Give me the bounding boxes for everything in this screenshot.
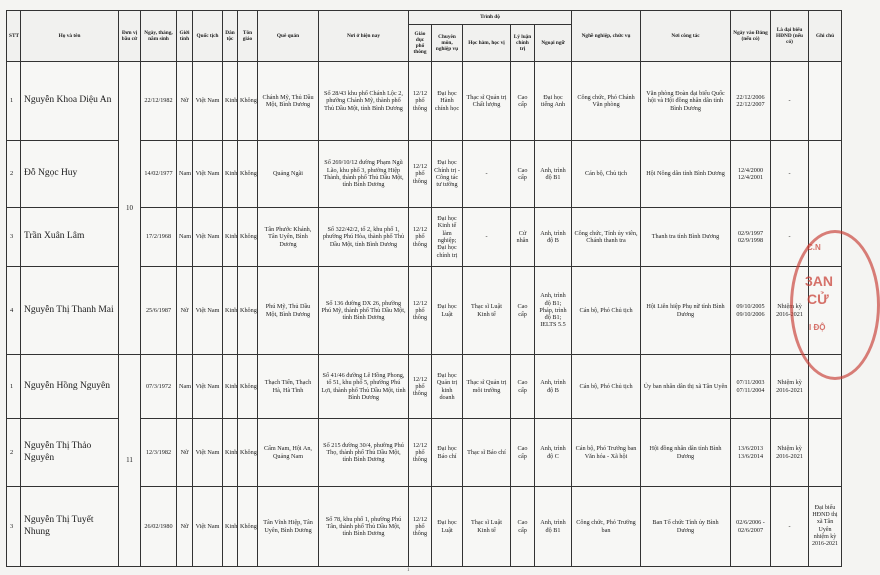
cell-political: Cao cấp (511, 267, 535, 355)
cell-dob: 12/3/1982 (141, 419, 177, 487)
header-note: Ghi chú (809, 11, 842, 62)
cell-ethnicity: Kinh (223, 62, 238, 141)
cell-party-date: 22/12/2006 22/12/2007 (731, 62, 771, 141)
cell-name: Nguyễn Hồng Nguyên (21, 355, 119, 419)
cell-religion: Không (238, 62, 258, 141)
cell-name: Nguyễn Thị Tuyết Nhung (21, 487, 119, 567)
cell-language: Anh, trình độ B1 (535, 141, 572, 208)
cell-specialty: Đại học Hành chính học (432, 62, 463, 141)
cell-occupation: Cán bộ, Phó Chủ tịch (572, 355, 641, 419)
cell-nationality: Việt Nam (193, 419, 223, 487)
header-occupation: Nghề nghiệp, chức vụ (572, 11, 641, 62)
cell-specialty: Đại học Luật (432, 267, 463, 355)
cell-political: Cao cấp (511, 355, 535, 419)
cell-hometown: Phú Mỹ, Thủ Dầu Một, Bình Dương (258, 267, 319, 355)
header-name: Họ và tên (21, 11, 119, 62)
header-ethnicity: Dân tộc (223, 11, 238, 62)
table-row (7, 62, 842, 141)
cell-language: Đại học tiếng Anh (535, 62, 572, 141)
cell-degree: Thạc sĩ Quản trị Chất lượng (463, 62, 511, 141)
cell-degree: Thạc sĩ Quản trị môi trường (463, 355, 511, 419)
cell-stt: 1 (7, 355, 21, 419)
cell-political: Cao cấp (511, 62, 535, 141)
cell-religion: Không (238, 419, 258, 487)
cell-general-edu: 12/12 phổ thông (409, 208, 432, 267)
official-stamp (790, 230, 880, 380)
header-hometown: Quê quán (258, 11, 319, 62)
header-council-rep: Là đại biểu HĐND (nếu có) (771, 11, 809, 62)
header-workplace: Nơi công tác (641, 11, 731, 62)
stamp-text-2: 3AN (805, 273, 834, 289)
cell-stt: 3 (7, 208, 21, 267)
cell-nationality: Việt Nam (193, 267, 223, 355)
cell-ethnicity: Kinh (223, 141, 238, 208)
cell-gender: Nam (177, 208, 193, 267)
cell-workplace: Ban Tổ chức Tỉnh ủy Bình Dương (641, 487, 731, 567)
header-degree: Học hàm, học vị (463, 25, 511, 62)
cell-hometown: Thạch Tiến, Thạch Hà, Hà Tĩnh (258, 355, 319, 419)
cell-stt: 1 (7, 62, 21, 141)
cell-dob: 07/3/1972 (141, 355, 177, 419)
cell-party-date: 13/6/2013 13/6/2014 (731, 419, 771, 487)
header-row-top (7, 11, 842, 25)
header-residence: Nơi ở hiện nay (319, 11, 409, 62)
cell-council-rep: Nhiệm kỳ 2016-2021 (771, 267, 809, 355)
page-number: 1 (407, 568, 410, 573)
cell-specialty: Đại học Quản trị kinh doanh (432, 355, 463, 419)
cell-dob: 17/2/1968 (141, 208, 177, 267)
stamp-text-3: CỬ (807, 291, 829, 307)
cell-dob: 25/6/1987 (141, 267, 177, 355)
cell-workplace: Văn phòng Đoàn đại biểu Quốc hội và Hội đồng nhân dân tỉnh Bình Dương (641, 62, 731, 141)
cell-nationality: Việt Nam (193, 62, 223, 141)
cell-political: Cao cấp (511, 141, 535, 208)
cell-name: Nguyễn Thị Thanh Mai (21, 267, 119, 355)
cell-dob: 22/12/1982 (141, 62, 177, 141)
cell-general-edu: 12/12 phổ thông (409, 487, 432, 567)
stamp-text-1: C.N (807, 243, 821, 252)
cell-occupation: Công chức, Phó Trưởng ban (572, 487, 641, 567)
cell-nationality: Việt Nam (193, 141, 223, 208)
header-religion: Tôn giáo (238, 11, 258, 62)
cell-unit: 10 (119, 62, 141, 355)
cell-ethnicity: Kinh (223, 208, 238, 267)
cell-note: Đại biểu HĐND thị xã Tân Uyên nhiệm kỳ 2016-2021 (809, 487, 842, 567)
header-general-edu: Giáo dục phổ thông (409, 25, 432, 62)
cell-workplace: Hội Liên hiệp Phụ nữ tỉnh Bình Dương (641, 267, 731, 355)
cell-occupation: Cán bộ, Chủ tịch (572, 141, 641, 208)
cell-specialty: Đại học Luật (432, 487, 463, 567)
cell-religion: Không (238, 355, 258, 419)
cell-gender: Nam (177, 355, 193, 419)
cell-degree: - (463, 208, 511, 267)
cell-residence: Số 269/10/12 đường Phạm Ngũ Lão, khu phố 3, phường Hiệp Thành, thành phố Thủ Dầu Một, tỉnh Bình Dương (319, 141, 409, 208)
cell-occupation: Công chức, Phó Chánh Văn phòng (572, 62, 641, 141)
cell-stt: 3 (7, 487, 21, 567)
header-stt: STT (7, 11, 21, 62)
cell-name: Trần Xuân Lâm (21, 208, 119, 267)
cell-party-date: 09/10/2005 09/10/2006 (731, 267, 771, 355)
cell-ethnicity: Kinh (223, 487, 238, 567)
cell-occupation: Cán bộ, Phó Trưởng ban Văn hóa - Xã hội (572, 419, 641, 487)
cell-council-rep: - (771, 208, 809, 267)
cell-religion: Không (238, 487, 258, 567)
cell-gender: Nam (177, 141, 193, 208)
cell-workplace: Ủy ban nhân dân thị xã Tân Uyên (641, 355, 731, 419)
table-row (7, 355, 842, 419)
cell-ethnicity: Kinh (223, 267, 238, 355)
cell-name: Nguyễn Khoa Diệu An (21, 62, 119, 141)
cell-dob: 14/02/1977 (141, 141, 177, 208)
header-dob: Ngày, tháng, năm sinh (141, 11, 177, 62)
cell-workplace: Hội đồng nhân dân tỉnh Bình Dương (641, 419, 731, 487)
cell-hometown: Tân Vĩnh Hiệp, Tân Uyên, Bình Dương (258, 487, 319, 567)
cell-gender: Nữ (177, 267, 193, 355)
cell-stt: 2 (7, 141, 21, 208)
cell-council-rep: Nhiệm kỳ 2016-2021 (771, 419, 809, 487)
cell-nationality: Việt Nam (193, 487, 223, 567)
cell-hometown: Quảng Ngãi (258, 141, 319, 208)
cell-nationality: Việt Nam (193, 355, 223, 419)
cell-language: Anh, trình độ C (535, 419, 572, 487)
cell-degree: Thạc sĩ Luật Kinh tế (463, 267, 511, 355)
cell-language: Anh, trình độ B (535, 208, 572, 267)
stamp-text-4: I ĐỘ (809, 323, 826, 332)
header-party-date: Ngày vào Đảng (nếu có) (731, 11, 771, 62)
cell-hometown: Chánh Mỹ, Thủ Dầu Một, Bình Dương (258, 62, 319, 141)
cell-workplace: Thanh tra tỉnh Bình Dương (641, 208, 731, 267)
cell-specialty: Đại học Kinh tế làm nghiệp; Đại học chính trị (432, 208, 463, 267)
cell-residence: Số 28/43 khu phố Chánh Lộc 2, phường Chánh Mỹ, thành phố Thủ Dầu Một, tỉnh Bình Dương (319, 62, 409, 141)
candidate-table (6, 10, 842, 567)
cell-general-edu: 12/12 phổ thông (409, 355, 432, 419)
cell-occupation: Cán bộ, Phó Chủ tịch (572, 267, 641, 355)
cell-language: Anh, trình độ B1 (535, 487, 572, 567)
cell-specialty: Đại học Báo chí (432, 419, 463, 487)
header-specialty: Chuyên môn, nghiệp vụ (432, 25, 463, 62)
cell-residence: Số 136 đường DX 26, phường Phú Mỹ, thành phố Thủ Dầu Một, tỉnh Bình Dương (319, 267, 409, 355)
cell-council-rep: - (771, 62, 809, 141)
cell-religion: Không (238, 208, 258, 267)
cell-hometown: Tân Phước Khánh, Tân Uyên, Bình Dương (258, 208, 319, 267)
cell-political: Cao cấp (511, 419, 535, 487)
cell-degree: Thạc sĩ Báo chí (463, 419, 511, 487)
cell-gender: Nữ (177, 62, 193, 141)
cell-religion: Không (238, 267, 258, 355)
cell-political: Cử nhân (511, 208, 535, 267)
header-unit: Đơn vị bầu cử (119, 11, 141, 62)
cell-nationality: Việt Nam (193, 208, 223, 267)
cell-party-date: 07/11/2003 07/11/2004 (731, 355, 771, 419)
cell-residence: Số 322/42/2, tổ 2, khu phố 1, phường Phú Hòa, thành phố Thủ Dầu Một, tỉnh Bình Dương (319, 208, 409, 267)
cell-general-edu: 12/12 phổ thông (409, 62, 432, 141)
cell-general-edu: 12/12 phổ thông (409, 267, 432, 355)
cell-gender: Nữ (177, 487, 193, 567)
cell-unit: 11 (119, 355, 141, 567)
header-political: Lý luận chính trị (511, 25, 535, 62)
cell-language: Anh, trình độ B1; Pháp, trình độ B1; IELTS 5.5 (535, 267, 572, 355)
cell-residence: Số 41/46 đường Lê Hồng Phong, tổ 51, khu phố 5, phường Phú Lợi, thành phố Thủ Dầu Một, tỉnh Bình Dương (319, 355, 409, 419)
header-language: Ngoại ngữ (535, 25, 572, 62)
cell-specialty: Đại học Chính trị - Công tác tư tưởng (432, 141, 463, 208)
cell-dob: 26/02/1980 (141, 487, 177, 567)
cell-general-edu: 12/12 phổ thông (409, 141, 432, 208)
header-nationality: Quốc tịch (193, 11, 223, 62)
cell-gender: Nữ (177, 419, 193, 487)
cell-stt: 2 (7, 419, 21, 487)
cell-stt: 4 (7, 267, 21, 355)
cell-ethnicity: Kinh (223, 355, 238, 419)
cell-degree: Thạc sĩ Luật Kinh tế (463, 487, 511, 567)
cell-language: Anh, trình độ B (535, 355, 572, 419)
cell-residence: Số 78, khu phố 1, phường Phú Tân, thành phố Thủ Dầu Một, tỉnh Bình Dương (319, 487, 409, 567)
cell-party-date: 02/9/1997 02/9/1998 (731, 208, 771, 267)
cell-note (809, 419, 842, 487)
header-education-group: Trình độ (409, 11, 572, 25)
cell-note (809, 141, 842, 208)
cell-council-rep: - (771, 487, 809, 567)
header-gender: Giới tính (177, 11, 193, 62)
cell-council-rep: - (771, 141, 809, 208)
cell-residence: Số 215 đường 30/4, phường Phú Thọ, thành phố Thủ Dầu Một, tỉnh Bình Dương (319, 419, 409, 487)
cell-workplace: Hội Nông dân tỉnh Bình Dương (641, 141, 731, 208)
cell-general-edu: 12/12 phổ thông (409, 419, 432, 487)
cell-name: Nguyễn Thị Thảo Nguyên (21, 419, 119, 487)
cell-ethnicity: Kinh (223, 419, 238, 487)
cell-occupation: Công chức, Tỉnh ủy viên, Chánh thanh tra (572, 208, 641, 267)
cell-name: Đỗ Ngọc Huy (21, 141, 119, 208)
cell-degree: - (463, 141, 511, 208)
cell-party-date: 02/6/2006 - 02/6/2007 (731, 487, 771, 567)
cell-religion: Không (238, 141, 258, 208)
cell-note (809, 62, 842, 141)
cell-party-date: 12/4/2000 12/4/2001 (731, 141, 771, 208)
cell-council-rep: Nhiệm kỳ 2016-2021 (771, 355, 809, 419)
cell-political: Cao cấp (511, 487, 535, 567)
cell-hometown: Cẩm Nam, Hội An, Quảng Nam (258, 419, 319, 487)
